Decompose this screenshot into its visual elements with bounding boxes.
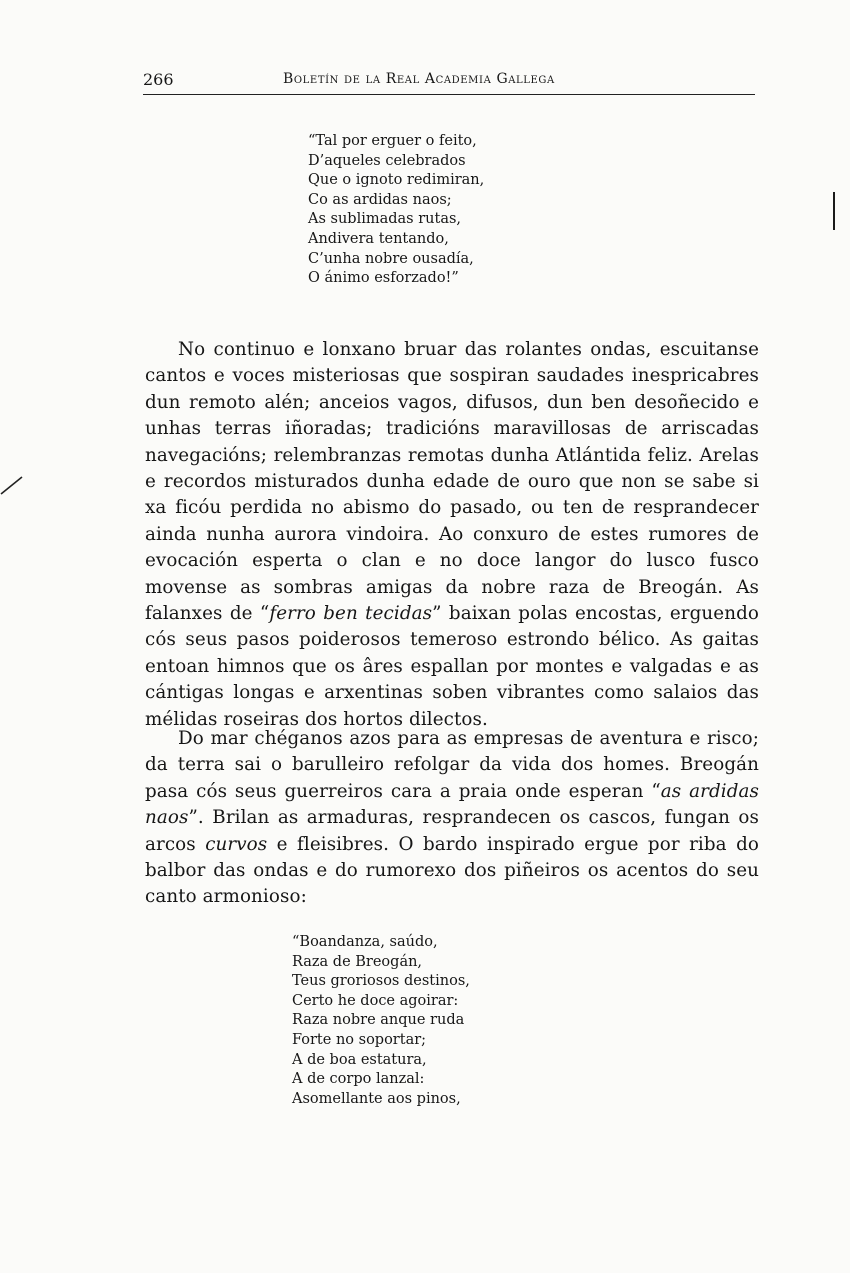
paragraph-text-part: ” baixan polas encostas, erguendo cós seus pasos poiderosos temeroso estrondo bélico. As gaitas entoan himnos que os âres espallan por montes e valgadas e as cántigas longas e arxentinas soben vibrantes como salaios das mélidas roseiras dos hortos dilectos. bbox=[145, 603, 759, 730]
poem-stanza-1 bbox=[308, 132, 484, 289]
poem-stanza-2 bbox=[292, 933, 470, 1109]
verse-line: Forte no soportar; bbox=[292, 1031, 427, 1048]
paragraph-text bbox=[145, 726, 759, 911]
paragraph-text-part: ”. Brilan as armaduras, resprandecen os cascos, fungan os arcos bbox=[145, 807, 759, 855]
running-title: Boletín de la Real Academia Gallega bbox=[283, 71, 555, 87]
italic-phrase: as ardidas naos bbox=[145, 780, 759, 829]
prose-paragraph-2 bbox=[145, 726, 759, 911]
page-header bbox=[143, 66, 755, 95]
verse-line: O ánimo esforzado!” bbox=[308, 270, 459, 287]
verse-line: A de corpo lanzal: bbox=[292, 1071, 425, 1088]
verse-line: Raza nobre anque ruda bbox=[292, 1012, 465, 1029]
verse-line: Certo he doce agoirar: bbox=[292, 992, 459, 1009]
paragraph-text-part: No continuo e lonxano bruar das rolantes ondas, escuitanse cantos e voces misteriosas que sospiran saudades inespricabres dun remoto alén; anceios vagos, difusos, dun ben desoñecido e unhas terras iñoradas; tradicións maravillosas de arriscadas navegacións; relembranzas remotas dunha Atlántida feliz. Arelas e recordos misturados dunha edade de ouro que non se sabe si xa ficóu perdida no abismo do pasado, ou ten de resprandecer ainda nunha aurora vindoira. Ao conxuro de estes rumores de evocación esperta o clan e no doce langor do lusco fusco movense as sombras amigas da nobre raza de Breogán. As falanxes de “ bbox=[145, 339, 759, 625]
verse-line: A de boa estatura, bbox=[292, 1051, 427, 1068]
verse-line: D’aqueles celebrados bbox=[308, 152, 466, 169]
verse-line: As sublimadas rutas, bbox=[308, 211, 462, 228]
italic-phrase: curvos bbox=[205, 833, 268, 855]
verse-line: C’unha nobre ousadía, bbox=[308, 250, 474, 267]
verse-line: Asomellante aos pinos, bbox=[292, 1090, 461, 1107]
margin-mark bbox=[833, 192, 835, 230]
prose-paragraph-1 bbox=[145, 337, 759, 733]
paragraph-text-part: Do mar chéganos azos para as empresas de aventura e risco; da terra sai o barulleiro refolgar da vida dos homes. Breogán pasa cós seus guerreiros cara a praia onde esperan “ bbox=[145, 728, 759, 802]
verse-line: Co as ardidas naos; bbox=[308, 191, 452, 208]
page-number: 266 bbox=[143, 70, 174, 89]
verse-line: Raza de Breogán, bbox=[292, 953, 423, 970]
paragraph-text-part: e fleisibres. O bardo inspirado ergue por riba do balbor das ondas e do rumorexo dos piñeiros os acentos do seu canto armonioso: bbox=[145, 833, 759, 908]
verse-line: Teus groriosos destinos, bbox=[292, 973, 470, 990]
verse-line: “Tal por erguer o feito, bbox=[308, 133, 477, 149]
italic-phrase: ferro ben tecidas bbox=[269, 603, 433, 625]
verse-line: Andivera tentando, bbox=[308, 230, 449, 247]
verse-line: Que o ignoto redimiran, bbox=[308, 172, 485, 189]
paragraph-text bbox=[145, 337, 759, 733]
margin-pen-stroke bbox=[0, 474, 24, 496]
verse-line: “Boandanza, saúdo, bbox=[292, 934, 438, 950]
